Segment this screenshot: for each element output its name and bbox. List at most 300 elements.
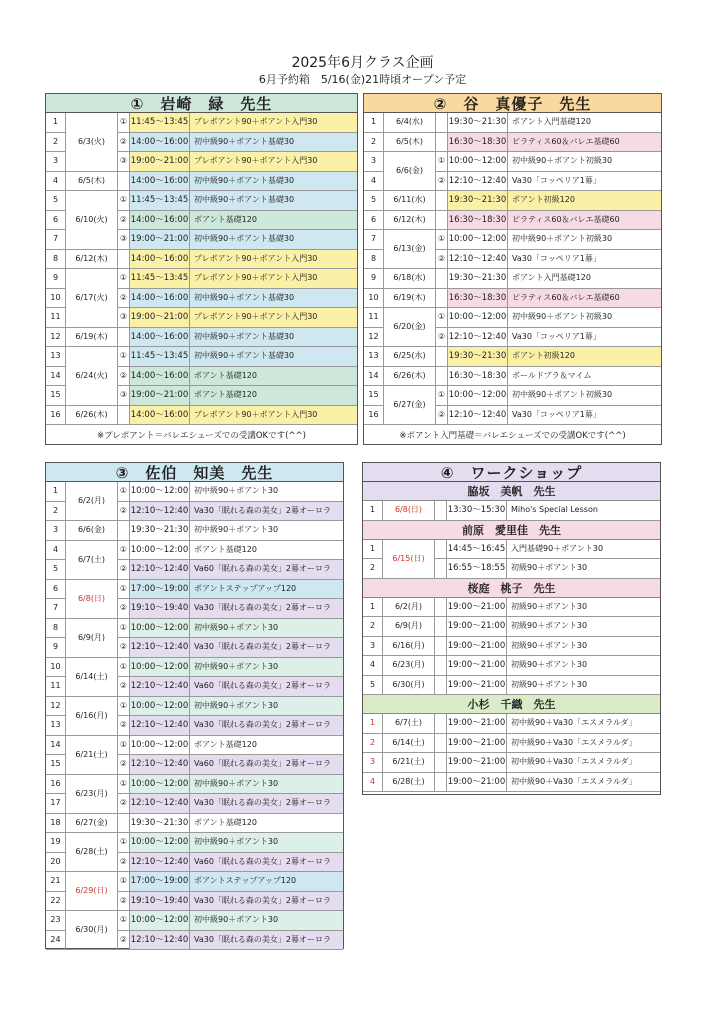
row-number: 11 bbox=[46, 677, 66, 697]
row-number: 11 bbox=[364, 308, 384, 328]
row-class: ピラティス60＆バレエ基礎60 bbox=[508, 133, 661, 153]
row-slot-mark bbox=[435, 501, 447, 521]
row-slot-mark: ① bbox=[118, 541, 130, 561]
row-time: 14:00～16:00 bbox=[130, 328, 190, 348]
row-number: 22 bbox=[46, 892, 66, 912]
row-class: Va30「コッペリア1幕」 bbox=[508, 328, 661, 348]
row-class: 初級90＋ポアント30 bbox=[507, 617, 660, 637]
row-date: 6/23(月) bbox=[66, 775, 118, 814]
row-slot-mark: ② bbox=[118, 133, 130, 153]
row-number: 16 bbox=[46, 406, 66, 426]
row-slot-mark: ③ bbox=[118, 152, 130, 172]
row-date: 6/27(金) bbox=[384, 386, 436, 425]
row-number: 2 bbox=[363, 559, 383, 579]
row-time: 19:10～19:40 bbox=[130, 599, 190, 619]
row-number: 1 bbox=[46, 482, 66, 502]
row-date: 6/3(火) bbox=[66, 113, 118, 172]
row-number: 23 bbox=[46, 911, 66, 931]
row-number: 13 bbox=[364, 347, 384, 367]
row-date: 6/30(月) bbox=[383, 676, 435, 696]
row-slot-mark bbox=[435, 734, 447, 754]
row-slot-mark: ② bbox=[118, 892, 130, 912]
row-number: 17 bbox=[46, 794, 66, 814]
row-time: 19:10～19:40 bbox=[130, 892, 190, 912]
row-time: 10:00～12:00 bbox=[130, 541, 190, 561]
row-time: 12:10～12:40 bbox=[130, 931, 190, 951]
row-number: 11 bbox=[46, 308, 66, 328]
row-date: 6/14(土) bbox=[383, 734, 435, 754]
row-time: 16:30～18:30 bbox=[448, 367, 508, 387]
row-date: 6/26(木) bbox=[384, 367, 436, 387]
row-slot-mark: ① bbox=[118, 113, 130, 133]
panel-header: ④ ワークショップ bbox=[363, 463, 660, 482]
row-slot-mark bbox=[435, 676, 447, 696]
row-slot-mark: ② bbox=[118, 716, 130, 736]
row-class: 初中級90＋ポアント基礎30 bbox=[190, 347, 357, 367]
row-time: 12:10～12:40 bbox=[448, 250, 508, 270]
row-class: ポアントステップアップ120 bbox=[190, 580, 343, 600]
row-number: 5 bbox=[364, 191, 384, 211]
row-slot-mark bbox=[435, 753, 447, 773]
row-number: 18 bbox=[46, 814, 66, 834]
row-date: 6/16(月) bbox=[66, 697, 118, 736]
row-class: プレポアント90＋ポアント入門30 bbox=[190, 269, 357, 289]
row-class: ピラティス60＆バレエ基礎60 bbox=[508, 211, 661, 231]
workshop-teacher-header: 小杉 千織 先生 bbox=[363, 695, 660, 714]
row-date: 6/28(土) bbox=[383, 773, 435, 793]
row-number: 9 bbox=[46, 638, 66, 658]
row-class: 初中級90＋ポアント30 bbox=[190, 697, 343, 717]
row-slot-mark: ① bbox=[118, 872, 130, 892]
row-date: 6/10(火) bbox=[66, 191, 118, 250]
row-number: 14 bbox=[46, 736, 66, 756]
workshop-table bbox=[363, 540, 660, 579]
row-number: 19 bbox=[46, 833, 66, 853]
row-class: 初中級90＋ポアント基礎30 bbox=[190, 191, 357, 211]
row-date: 6/8(日) bbox=[383, 501, 435, 521]
row-slot-mark: ② bbox=[118, 931, 130, 951]
row-number: 1 bbox=[363, 598, 383, 618]
row-number: 2 bbox=[46, 502, 66, 522]
row-time: 19:00～21:00 bbox=[447, 773, 507, 793]
row-class: Va60「眠れる森の美女」2幕オーロラ bbox=[190, 755, 343, 775]
workshop-table bbox=[363, 501, 660, 521]
row-time: 19:00～21:00 bbox=[447, 617, 507, 637]
row-number: 9 bbox=[46, 269, 66, 289]
row-time: 19:00～21:00 bbox=[130, 308, 190, 328]
row-class: ポアントステップアップ120 bbox=[190, 872, 343, 892]
row-slot-mark: ① bbox=[436, 386, 448, 406]
row-time: 10:00～12:00 bbox=[448, 152, 508, 172]
row-time: 19:00～21:00 bbox=[447, 598, 507, 618]
row-number: 21 bbox=[46, 872, 66, 892]
row-class: Va30「眠れる森の美女」2幕オーロラ bbox=[190, 794, 343, 814]
row-number: 9 bbox=[364, 269, 384, 289]
row-slot-mark bbox=[435, 773, 447, 793]
row-class: Va30「眠れる森の美女」2幕オーロラ bbox=[190, 892, 343, 912]
row-number: 6 bbox=[46, 211, 66, 231]
row-class: 初中級90＋Va30「エスメラルダ」 bbox=[507, 714, 660, 734]
row-class: ポアント初級120 bbox=[508, 191, 661, 211]
row-slot-mark bbox=[436, 367, 448, 387]
row-class: ポアント基礎120 bbox=[190, 736, 343, 756]
row-time: 12:10～12:40 bbox=[448, 172, 508, 192]
row-time: 14:00～16:00 bbox=[130, 406, 190, 426]
row-date: 6/16(月) bbox=[383, 637, 435, 657]
row-slot-mark: ② bbox=[436, 406, 448, 426]
row-class: 初中級90＋ポアント30 bbox=[190, 521, 343, 541]
row-number: 10 bbox=[46, 289, 66, 309]
row-time: 14:00～16:00 bbox=[130, 133, 190, 153]
row-slot-mark: ② bbox=[118, 367, 130, 387]
row-slot-mark bbox=[118, 521, 130, 541]
row-slot-mark: ① bbox=[436, 152, 448, 172]
row-slot-mark: ① bbox=[118, 269, 130, 289]
workshop-table bbox=[363, 598, 660, 696]
row-class: プレポアント90＋ポアント入門30 bbox=[190, 113, 357, 133]
row-class: 初中級90＋ポアント30 bbox=[190, 775, 343, 795]
row-class: プレポアント90＋ポアント入門30 bbox=[190, 406, 357, 426]
row-date: 6/28(土) bbox=[66, 833, 118, 872]
row-time: 16:30～18:30 bbox=[448, 133, 508, 153]
row-slot-mark bbox=[435, 714, 447, 734]
row-number: 15 bbox=[46, 755, 66, 775]
row-class: 初中級90＋ポアント初級30 bbox=[508, 230, 661, 250]
row-time: 14:00～16:00 bbox=[130, 172, 190, 192]
row-time: 14:00～16:00 bbox=[130, 211, 190, 231]
row-date: 6/30(月) bbox=[66, 911, 118, 950]
row-class: 初中級90＋ポアント基礎30 bbox=[190, 230, 357, 250]
row-class: ポアント基礎120 bbox=[190, 211, 357, 231]
row-number: 5 bbox=[46, 191, 66, 211]
row-number: 13 bbox=[46, 347, 66, 367]
row-number: 1 bbox=[46, 113, 66, 133]
row-slot-mark: ② bbox=[436, 250, 448, 270]
row-number: 3 bbox=[46, 152, 66, 172]
row-number: 12 bbox=[364, 328, 384, 348]
row-time: 12:10～12:40 bbox=[130, 677, 190, 697]
row-number: 4 bbox=[46, 172, 66, 192]
row-number: 24 bbox=[46, 931, 66, 951]
schedule-table bbox=[46, 482, 343, 950]
row-class: Va30「コッペリア1幕」 bbox=[508, 172, 661, 192]
row-time: 14:45～16:45 bbox=[447, 540, 507, 560]
row-slot-mark: ① bbox=[436, 308, 448, 328]
row-slot-mark bbox=[118, 328, 130, 348]
row-slot-mark bbox=[436, 347, 448, 367]
row-number: 4 bbox=[363, 773, 383, 793]
row-date: 6/4(水) bbox=[384, 113, 436, 133]
row-date: 6/18(水) bbox=[384, 269, 436, 289]
row-class: ボールドブラ＆マイム bbox=[508, 367, 661, 387]
panel-header: ② 谷 真優子 先生 bbox=[364, 94, 661, 113]
row-time: 10:00～12:00 bbox=[130, 658, 190, 678]
row-class: プレポアント90＋ポアント入門30 bbox=[190, 152, 357, 172]
row-slot-mark: ① bbox=[118, 580, 130, 600]
row-class: プレポアント90＋ポアント入門30 bbox=[190, 250, 357, 270]
row-time: 19:30～21:30 bbox=[448, 113, 508, 133]
workshop-teacher-header: 脇坂 美帆 先生 bbox=[363, 482, 660, 501]
row-time: 19:30～21:30 bbox=[448, 269, 508, 289]
row-time: 10:00～12:00 bbox=[130, 736, 190, 756]
row-date: 6/24(火) bbox=[66, 347, 118, 406]
row-slot-mark: ① bbox=[118, 347, 130, 367]
row-time: 10:00～12:00 bbox=[130, 833, 190, 853]
row-date: 6/8(日) bbox=[66, 580, 118, 619]
row-slot-mark bbox=[118, 814, 130, 834]
row-date: 6/15(日) bbox=[383, 540, 435, 579]
row-slot-mark: ③ bbox=[118, 230, 130, 250]
row-date: 6/14(土) bbox=[66, 658, 118, 697]
row-class: ピラティス60＆バレエ基礎60 bbox=[508, 289, 661, 309]
row-date: 6/17(火) bbox=[66, 269, 118, 328]
row-number: 1 bbox=[363, 714, 383, 734]
row-class: ポアント入門基礎120 bbox=[508, 269, 661, 289]
row-number: 13 bbox=[46, 716, 66, 736]
page-title: 2025年6月クラス企画 bbox=[291, 55, 434, 71]
row-slot-mark: ① bbox=[436, 230, 448, 250]
row-slot-mark: ② bbox=[118, 677, 130, 697]
row-number: 12 bbox=[46, 328, 66, 348]
row-number: 2 bbox=[364, 133, 384, 153]
row-number: 3 bbox=[46, 521, 66, 541]
row-time: 19:00～21:00 bbox=[447, 656, 507, 676]
row-time: 14:00～16:00 bbox=[130, 367, 190, 387]
row-number: 6 bbox=[46, 580, 66, 600]
row-class: 初中級90＋Va30「エスメラルダ」 bbox=[507, 734, 660, 754]
row-time: 19:00～21:00 bbox=[130, 386, 190, 406]
row-class: ポアント基礎120 bbox=[190, 541, 343, 561]
row-time: 12:10～12:40 bbox=[448, 406, 508, 426]
row-number: 1 bbox=[363, 501, 383, 521]
row-date: 6/23(月) bbox=[383, 656, 435, 676]
workshop-table bbox=[363, 714, 660, 792]
row-date: 6/19(木) bbox=[384, 289, 436, 309]
row-class: 初級90＋ポアント30 bbox=[507, 676, 660, 696]
row-number: 15 bbox=[364, 386, 384, 406]
row-number: 14 bbox=[46, 367, 66, 387]
row-class: プレポアント90＋ポアント入門30 bbox=[190, 308, 357, 328]
row-slot-mark bbox=[118, 406, 130, 426]
row-slot-mark bbox=[436, 289, 448, 309]
row-time: 10:00～12:00 bbox=[448, 230, 508, 250]
row-time: 12:10～12:40 bbox=[448, 328, 508, 348]
row-slot-mark: ① bbox=[118, 911, 130, 931]
row-class: 初級90＋ポアント30 bbox=[507, 598, 660, 618]
row-class: Va30「眠れる森の美女」2幕オーロラ bbox=[190, 599, 343, 619]
row-number: 3 bbox=[363, 753, 383, 773]
row-class: Va30「眠れる森の美女」2幕オーロラ bbox=[190, 931, 343, 951]
row-time: 19:00～21:00 bbox=[130, 230, 190, 250]
row-date: 6/26(木) bbox=[66, 406, 118, 426]
row-time: 10:00～12:00 bbox=[130, 619, 190, 639]
row-time: 12:10～12:40 bbox=[130, 560, 190, 580]
panel-header: ① 岩崎 緑 先生 bbox=[46, 94, 357, 113]
row-number: 4 bbox=[46, 541, 66, 561]
row-class: ポアント基礎120 bbox=[190, 367, 357, 387]
row-class: 初中級90＋ポアント基礎30 bbox=[190, 328, 357, 348]
row-time: 10:00～12:00 bbox=[130, 482, 190, 502]
row-date: 6/13(金) bbox=[384, 230, 436, 269]
row-number: 3 bbox=[363, 637, 383, 657]
row-time: 10:00～12:00 bbox=[130, 775, 190, 795]
row-slot-mark bbox=[435, 540, 447, 560]
row-time: 12:10～12:40 bbox=[130, 755, 190, 775]
row-slot-mark: ② bbox=[118, 599, 130, 619]
row-number: 8 bbox=[364, 250, 384, 270]
row-number: 5 bbox=[46, 560, 66, 580]
row-class: 初中級90＋ポアント初級30 bbox=[508, 308, 661, 328]
row-time: 12:10～12:40 bbox=[130, 716, 190, 736]
row-number: 20 bbox=[46, 853, 66, 873]
row-number: 3 bbox=[364, 152, 384, 172]
schedule-table bbox=[46, 113, 357, 425]
row-time: 14:00～16:00 bbox=[130, 250, 190, 270]
row-number: 16 bbox=[46, 775, 66, 795]
row-class: Va30「眠れる森の美女」2幕オーロラ bbox=[190, 638, 343, 658]
row-class: 初中級90＋Va30「エスメラルダ」 bbox=[507, 773, 660, 793]
row-slot-mark: ③ bbox=[118, 308, 130, 328]
row-time: 12:10～12:40 bbox=[130, 638, 190, 658]
row-time: 11:45～13:45 bbox=[130, 347, 190, 367]
row-number: 7 bbox=[46, 230, 66, 250]
row-time: 19:00～21:00 bbox=[447, 676, 507, 696]
row-time: 16:55～18:55 bbox=[447, 559, 507, 579]
row-slot-mark: ① bbox=[118, 736, 130, 756]
row-class: Va60「眠れる森の美女」2幕オーロラ bbox=[190, 853, 343, 873]
row-slot-mark: ③ bbox=[118, 386, 130, 406]
row-number: 14 bbox=[364, 367, 384, 387]
row-date: 6/27(金) bbox=[66, 814, 118, 834]
row-slot-mark bbox=[118, 250, 130, 270]
row-class: Va30「コッペリア1幕」 bbox=[508, 406, 661, 426]
row-number: 7 bbox=[46, 599, 66, 619]
panel-footnote: ※プレポアント＝バレエシューズでの受講OKです(^^) bbox=[97, 431, 306, 441]
row-time: 19:30～21:30 bbox=[448, 191, 508, 211]
row-number: 15 bbox=[46, 386, 66, 406]
row-slot-mark: ② bbox=[118, 502, 130, 522]
row-number: 16 bbox=[364, 406, 384, 426]
schedule-table bbox=[364, 113, 661, 425]
row-time: 10:00～12:00 bbox=[130, 697, 190, 717]
row-class: 入門基礎90＋ポアント30 bbox=[507, 540, 660, 560]
row-slot-mark: ② bbox=[118, 211, 130, 231]
row-class: 初中級90＋ポアント30 bbox=[190, 658, 343, 678]
row-time: 10:00～12:00 bbox=[130, 911, 190, 931]
row-time: 12:10～12:40 bbox=[130, 794, 190, 814]
row-slot-mark: ② bbox=[436, 172, 448, 192]
row-slot-mark: ② bbox=[118, 853, 130, 873]
row-time: 16:30～18:30 bbox=[448, 211, 508, 231]
row-class: 初中級90＋ポアント基礎30 bbox=[190, 133, 357, 153]
row-number: 6 bbox=[364, 211, 384, 231]
row-slot-mark: ① bbox=[118, 619, 130, 639]
row-class: 初級90＋ポアント30 bbox=[507, 559, 660, 579]
row-slot-mark: ① bbox=[118, 191, 130, 211]
row-class: 初中級90＋ポアント基礎30 bbox=[190, 289, 357, 309]
row-time: 11:45～13:45 bbox=[130, 191, 190, 211]
row-slot-mark: ① bbox=[118, 833, 130, 853]
panel-iwasaki bbox=[45, 93, 358, 445]
row-number: 5 bbox=[363, 676, 383, 696]
row-class: Va30「眠れる森の美女」2幕オーロラ bbox=[190, 716, 343, 736]
row-class: 初中級90＋ポアント30 bbox=[190, 911, 343, 931]
row-time: 17:00～19:00 bbox=[130, 580, 190, 600]
row-time: 10:00～12:00 bbox=[448, 386, 508, 406]
row-class: ポアント基礎120 bbox=[190, 386, 357, 406]
row-time: 12:10～12:40 bbox=[130, 502, 190, 522]
row-slot-mark: ② bbox=[436, 328, 448, 348]
row-slot-mark bbox=[436, 133, 448, 153]
row-slot-mark bbox=[436, 269, 448, 289]
row-number: 12 bbox=[46, 697, 66, 717]
row-class: 初中級90＋ポアント初級30 bbox=[508, 386, 661, 406]
row-class: 初級90＋ポアント30 bbox=[507, 637, 660, 657]
row-number: 2 bbox=[363, 617, 383, 637]
row-number: 7 bbox=[364, 230, 384, 250]
row-number: 4 bbox=[363, 656, 383, 676]
row-time: 14:00～16:00 bbox=[130, 289, 190, 309]
row-slot-mark: ① bbox=[118, 482, 130, 502]
row-date: 6/29(日) bbox=[66, 872, 118, 911]
row-number: 1 bbox=[363, 540, 383, 560]
row-class: Va60「眠れる森の美女」2幕オーロラ bbox=[190, 560, 343, 580]
row-slot-mark: ② bbox=[118, 794, 130, 814]
row-class: 初中級90＋Va30「エスメラルダ」 bbox=[507, 753, 660, 773]
workshop-teacher-header: 前原 愛里佳 先生 bbox=[363, 521, 660, 540]
row-time: 13:30～15:30 bbox=[447, 501, 507, 521]
row-date: 6/6(金) bbox=[384, 152, 436, 191]
row-date: 6/21(土) bbox=[66, 736, 118, 775]
row-time: 19:30～21:30 bbox=[130, 814, 190, 834]
panel-footnote: ※ポアント入門基礎＝バレエシューズでの受講OKです(^^) bbox=[399, 431, 626, 441]
row-slot-mark: ① bbox=[118, 697, 130, 717]
row-number: 10 bbox=[46, 658, 66, 678]
row-slot-mark bbox=[435, 617, 447, 637]
row-time: 11:45～13:45 bbox=[130, 269, 190, 289]
row-time: 19:00～21:00 bbox=[447, 753, 507, 773]
row-date: 6/9(月) bbox=[66, 619, 118, 658]
workshop-sections bbox=[363, 482, 660, 792]
row-time: 19:00～21:00 bbox=[447, 734, 507, 754]
row-slot-mark bbox=[435, 637, 447, 657]
row-slot-mark bbox=[436, 211, 448, 231]
row-slot-mark: ① bbox=[118, 775, 130, 795]
row-slot-mark bbox=[435, 656, 447, 676]
row-class: 初級90＋ポアント30 bbox=[507, 656, 660, 676]
row-time: 12:10～12:40 bbox=[130, 853, 190, 873]
row-slot-mark bbox=[436, 113, 448, 133]
row-class: 初中級90＋ポアント初級30 bbox=[508, 152, 661, 172]
panel-workshop bbox=[362, 462, 661, 795]
row-class: Va60「眠れる森の美女」2幕オーロラ bbox=[190, 677, 343, 697]
row-time: 19:30～21:30 bbox=[448, 347, 508, 367]
row-class: 初中級90＋ポアント30 bbox=[190, 482, 343, 502]
panel-tani bbox=[363, 93, 662, 445]
row-slot-mark: ② bbox=[118, 560, 130, 580]
row-number: 8 bbox=[46, 250, 66, 270]
row-time: 19:00～21:00 bbox=[130, 152, 190, 172]
row-date: 6/7(土) bbox=[66, 541, 118, 580]
row-date: 6/19(木) bbox=[66, 328, 118, 348]
row-date: 6/5(木) bbox=[384, 133, 436, 153]
row-class: ポアント入門基礎120 bbox=[508, 113, 661, 133]
row-class: Va30「コッペリア1幕」 bbox=[508, 250, 661, 270]
row-number: 8 bbox=[46, 619, 66, 639]
row-time: 19:00～21:00 bbox=[447, 714, 507, 734]
row-class: ポアント基礎120 bbox=[190, 814, 343, 834]
panel-saeki bbox=[45, 462, 344, 949]
